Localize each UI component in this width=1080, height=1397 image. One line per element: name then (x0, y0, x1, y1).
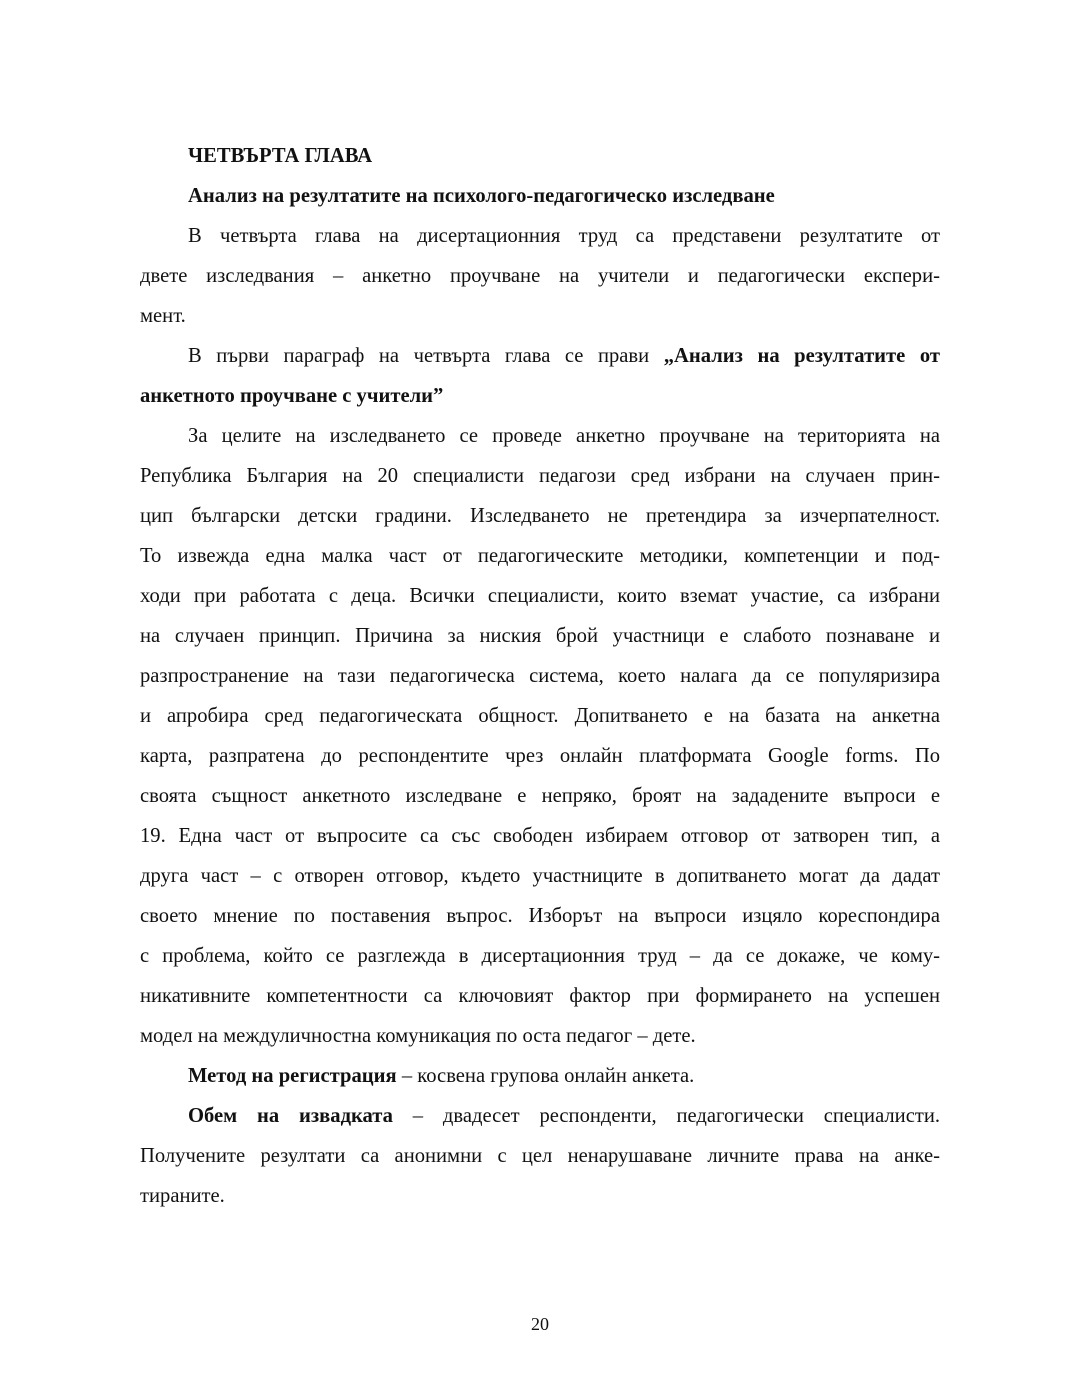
paragraph-line: За целите на изследването се проведе анкетно проучване на територията на (188, 425, 940, 447)
paragraph-line: карта, разпратена до респондентите чрез онлайн платформата Google forms. По (140, 745, 940, 767)
paragraph-line: То извежда една малка част от педагогическите методики, компетенции и под- (140, 545, 940, 567)
paragraph-line: на случаен принцип. Причина за ниския брой участници е слабото познаване и (140, 625, 940, 647)
paragraph-line: анкетното проучване с учители” (140, 385, 444, 407)
page-body (140, 136, 940, 1216)
paragraph-line: и апробира сред педагогическата общност. Допитването е на базата на анкетна (140, 705, 940, 727)
method-label: Метод на регистрация (188, 1065, 397, 1087)
paragraph-line: своята същност анкетното изследване е непряко, броят на зададените въпроси е (140, 785, 940, 807)
paragraph-line: друга част – с отворен отговор, където участниците в допитването могат да дадат (140, 865, 940, 887)
paragraph-line: Република България на 20 специалисти педагози сред избрани на случаен прин- (140, 465, 940, 487)
sample-text: – двадесет респонденти, педагогически специалисти. (392, 1105, 940, 1127)
paragraph-line: цип български детски градини. Изследването не претендира за изчерпателност. (140, 505, 940, 527)
paragraph-emphasis: „Анализ на резултатите от (663, 345, 940, 367)
paragraph-line: В четвърта глава на дисертационния труд са представени резултатите от (188, 225, 940, 247)
sample-line (140, 1096, 940, 1136)
paragraph-line: никативните компетентности са ключовият фактор при формирането на успешен (140, 985, 940, 1007)
paragraph-line: ходи при работата с деца. Всички специалисти, които вземат участие, са избрани (140, 585, 940, 607)
method-line (140, 1056, 940, 1096)
paragraph-line: модел на междуличностна комуникация по оста педагог – дете. (140, 1025, 696, 1047)
paragraph-line: своето мнение по поставения въпрос. Изборът на въпроси изцяло кореспондира (140, 905, 940, 927)
paragraph-line: мент. (140, 305, 186, 327)
paragraph-line: с проблема, който се разглежда в дисертационния труд – да се докаже, че кому- (140, 945, 940, 967)
paragraph-line: разпространение на тази педагогическа система, което налага да се популяризира (140, 665, 940, 687)
paragraph-line: Получените резултати са анонимни с цел ненарушаване личните права на анке- (140, 1145, 940, 1167)
paragraph-line: тираните. (140, 1185, 225, 1207)
method-text: – косвена групова онлайн анкета. (396, 1065, 695, 1087)
paragraph-line (140, 336, 940, 376)
page-number: 20 (531, 1314, 549, 1334)
paragraph-line: 19. Една част от въпросите са със свободен избираем отговор от затворен тип, а (140, 825, 940, 847)
chapter-title: ЧЕТВЪРТА ГЛАВА (188, 145, 373, 167)
paragraph-line: двете изследвания – анкетно проучване на учители и педагогически експери- (140, 265, 940, 287)
paragraph-text: В първи параграф на четвърта глава се прави (188, 345, 664, 367)
sample-label: Обем на извадката (188, 1105, 393, 1127)
chapter-subtitle: Анализ на резултатите на психолого-педагогическо изследване (188, 185, 775, 207)
